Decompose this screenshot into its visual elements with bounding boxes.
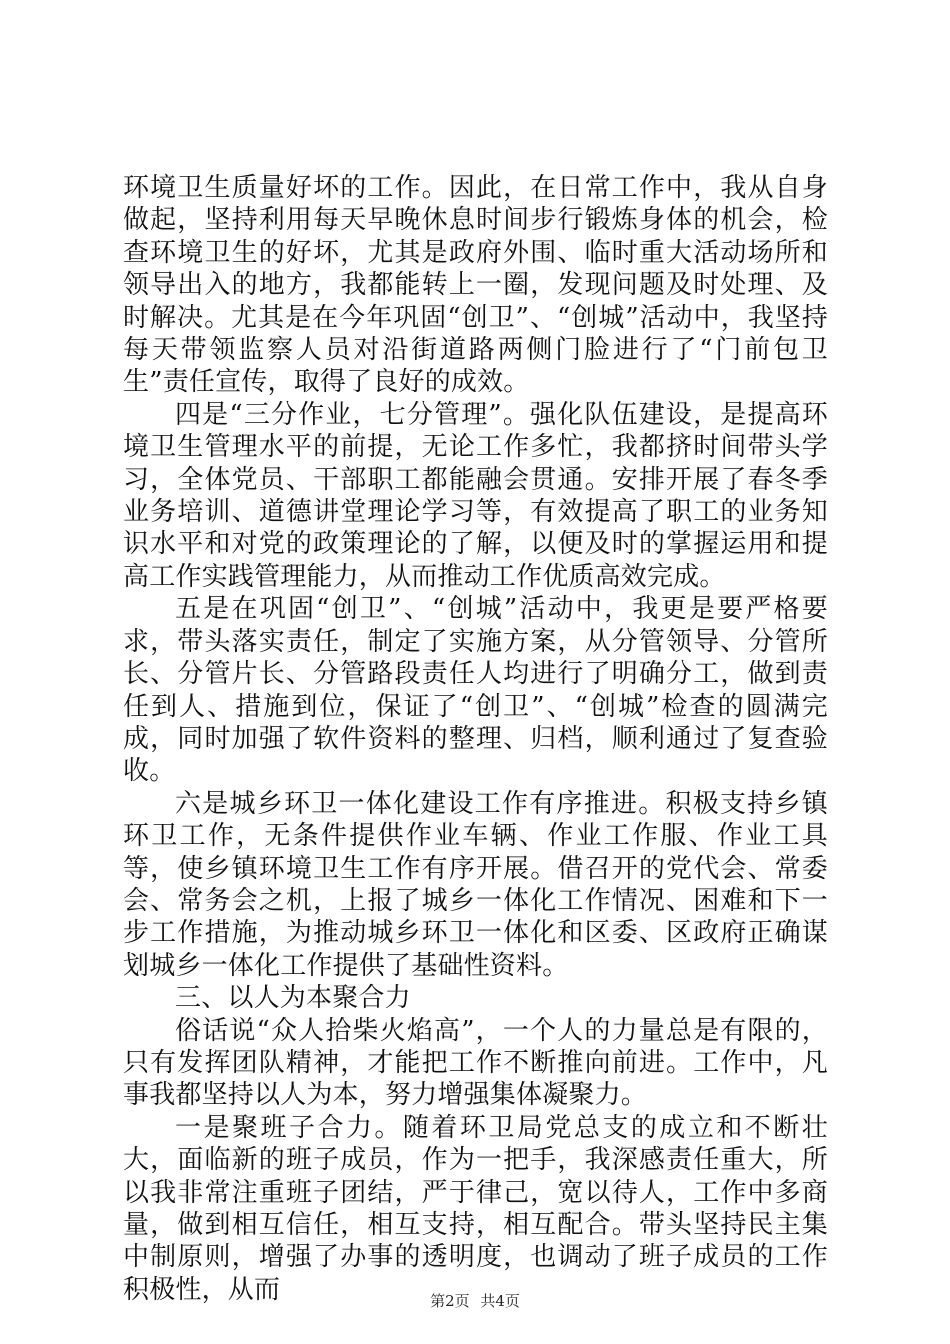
paragraph-item-five: 五是在巩固“创卫”、“创城”活动中，我更是要严格要求，带头落实责任，制定了实施方案，从分管领导、分管所长、分管片长、分管路段责任人均进行了明确分工，做到责任到人、措施到位，保证了“创卫”、“创城”检查的圆满完成，同时加强了软件资料的整理、归档，顺利通过了复查验收。 [123, 594, 828, 787]
page-footer [0, 1290, 950, 1311]
paragraph-item-one: 一是聚班子合力。随着环卫局党总支的成立和不断壮大，面临新的班子成员，作为一把手，我深感责任重大，所以我非常注重班子团结，严于律己，宽以待人，工作中多商量，做到相互信任，相互支持，相互配合。带头坚持民主集中制原则，增强了办事的透明度，也调动了班子成员的工作积极性，从而 [123, 1112, 828, 1305]
page-total: 共4页 [480, 1292, 520, 1310]
paragraph-item-six: 六是城乡环卫一体化建设工作有序推进。积极支持乡镇环卫工作，无条件提供作业车辆、作业工作服、作业工具等，使乡镇环境卫生工作有序开展。借召开的党代会、常委会、常务会之机，上报了城乡一体化工作情况、困难和下一步工作措施，为推动城乡环卫一体化和区委、区政府正确谋划城乡一体化工作提供了基础性资料。 [123, 788, 828, 981]
document-body [123, 172, 828, 1306]
section-heading: 三、以人为本聚合力 [175, 983, 411, 1014]
paragraph-intro: 俗话说“众人拾柴火焰高”，一个人的力量总是有限的，只有发挥团队精神，才能把工作不断推向前进。工作中，凡事我都坚持以人为本，努力增强集体凝聚力。 [123, 1015, 828, 1111]
page-number: 第2页 [430, 1292, 470, 1310]
paragraph-continuation: 环境卫生质量好坏的工作。因此，在日常工作中，我从自身做起，坚持利用每天早晚休息时间步行锻炼身体的机会，检查环境卫生的好坏，尤其是政府外围、临时重大活动场所和领导出入的地方，我都能转上一圈，发现问题及时处理、及时解决。尤其是在今年巩固“创卫”、“创城”活动中，我坚持每天带领监察人员对沿街道路两侧门脸进行了“门前包卫生”责任宣传，取得了良好的成效。 [123, 173, 828, 398]
paragraph-item-four: 四是“三分作业，七分管理”。强化队伍建设，是提高环境卫生管理水平的前提，无论工作多忙，我都挤时间带头学习，全体党员、干部职工都能融会贯通。安排开展了春冬季业务培训、道德讲堂理论学习等，有效提高了职工的业务知识水平和对党的政策理论的了解，以便及时的掌握运用和提高工作实践管理能力，从而推动工作优质高效完成。 [123, 399, 828, 592]
